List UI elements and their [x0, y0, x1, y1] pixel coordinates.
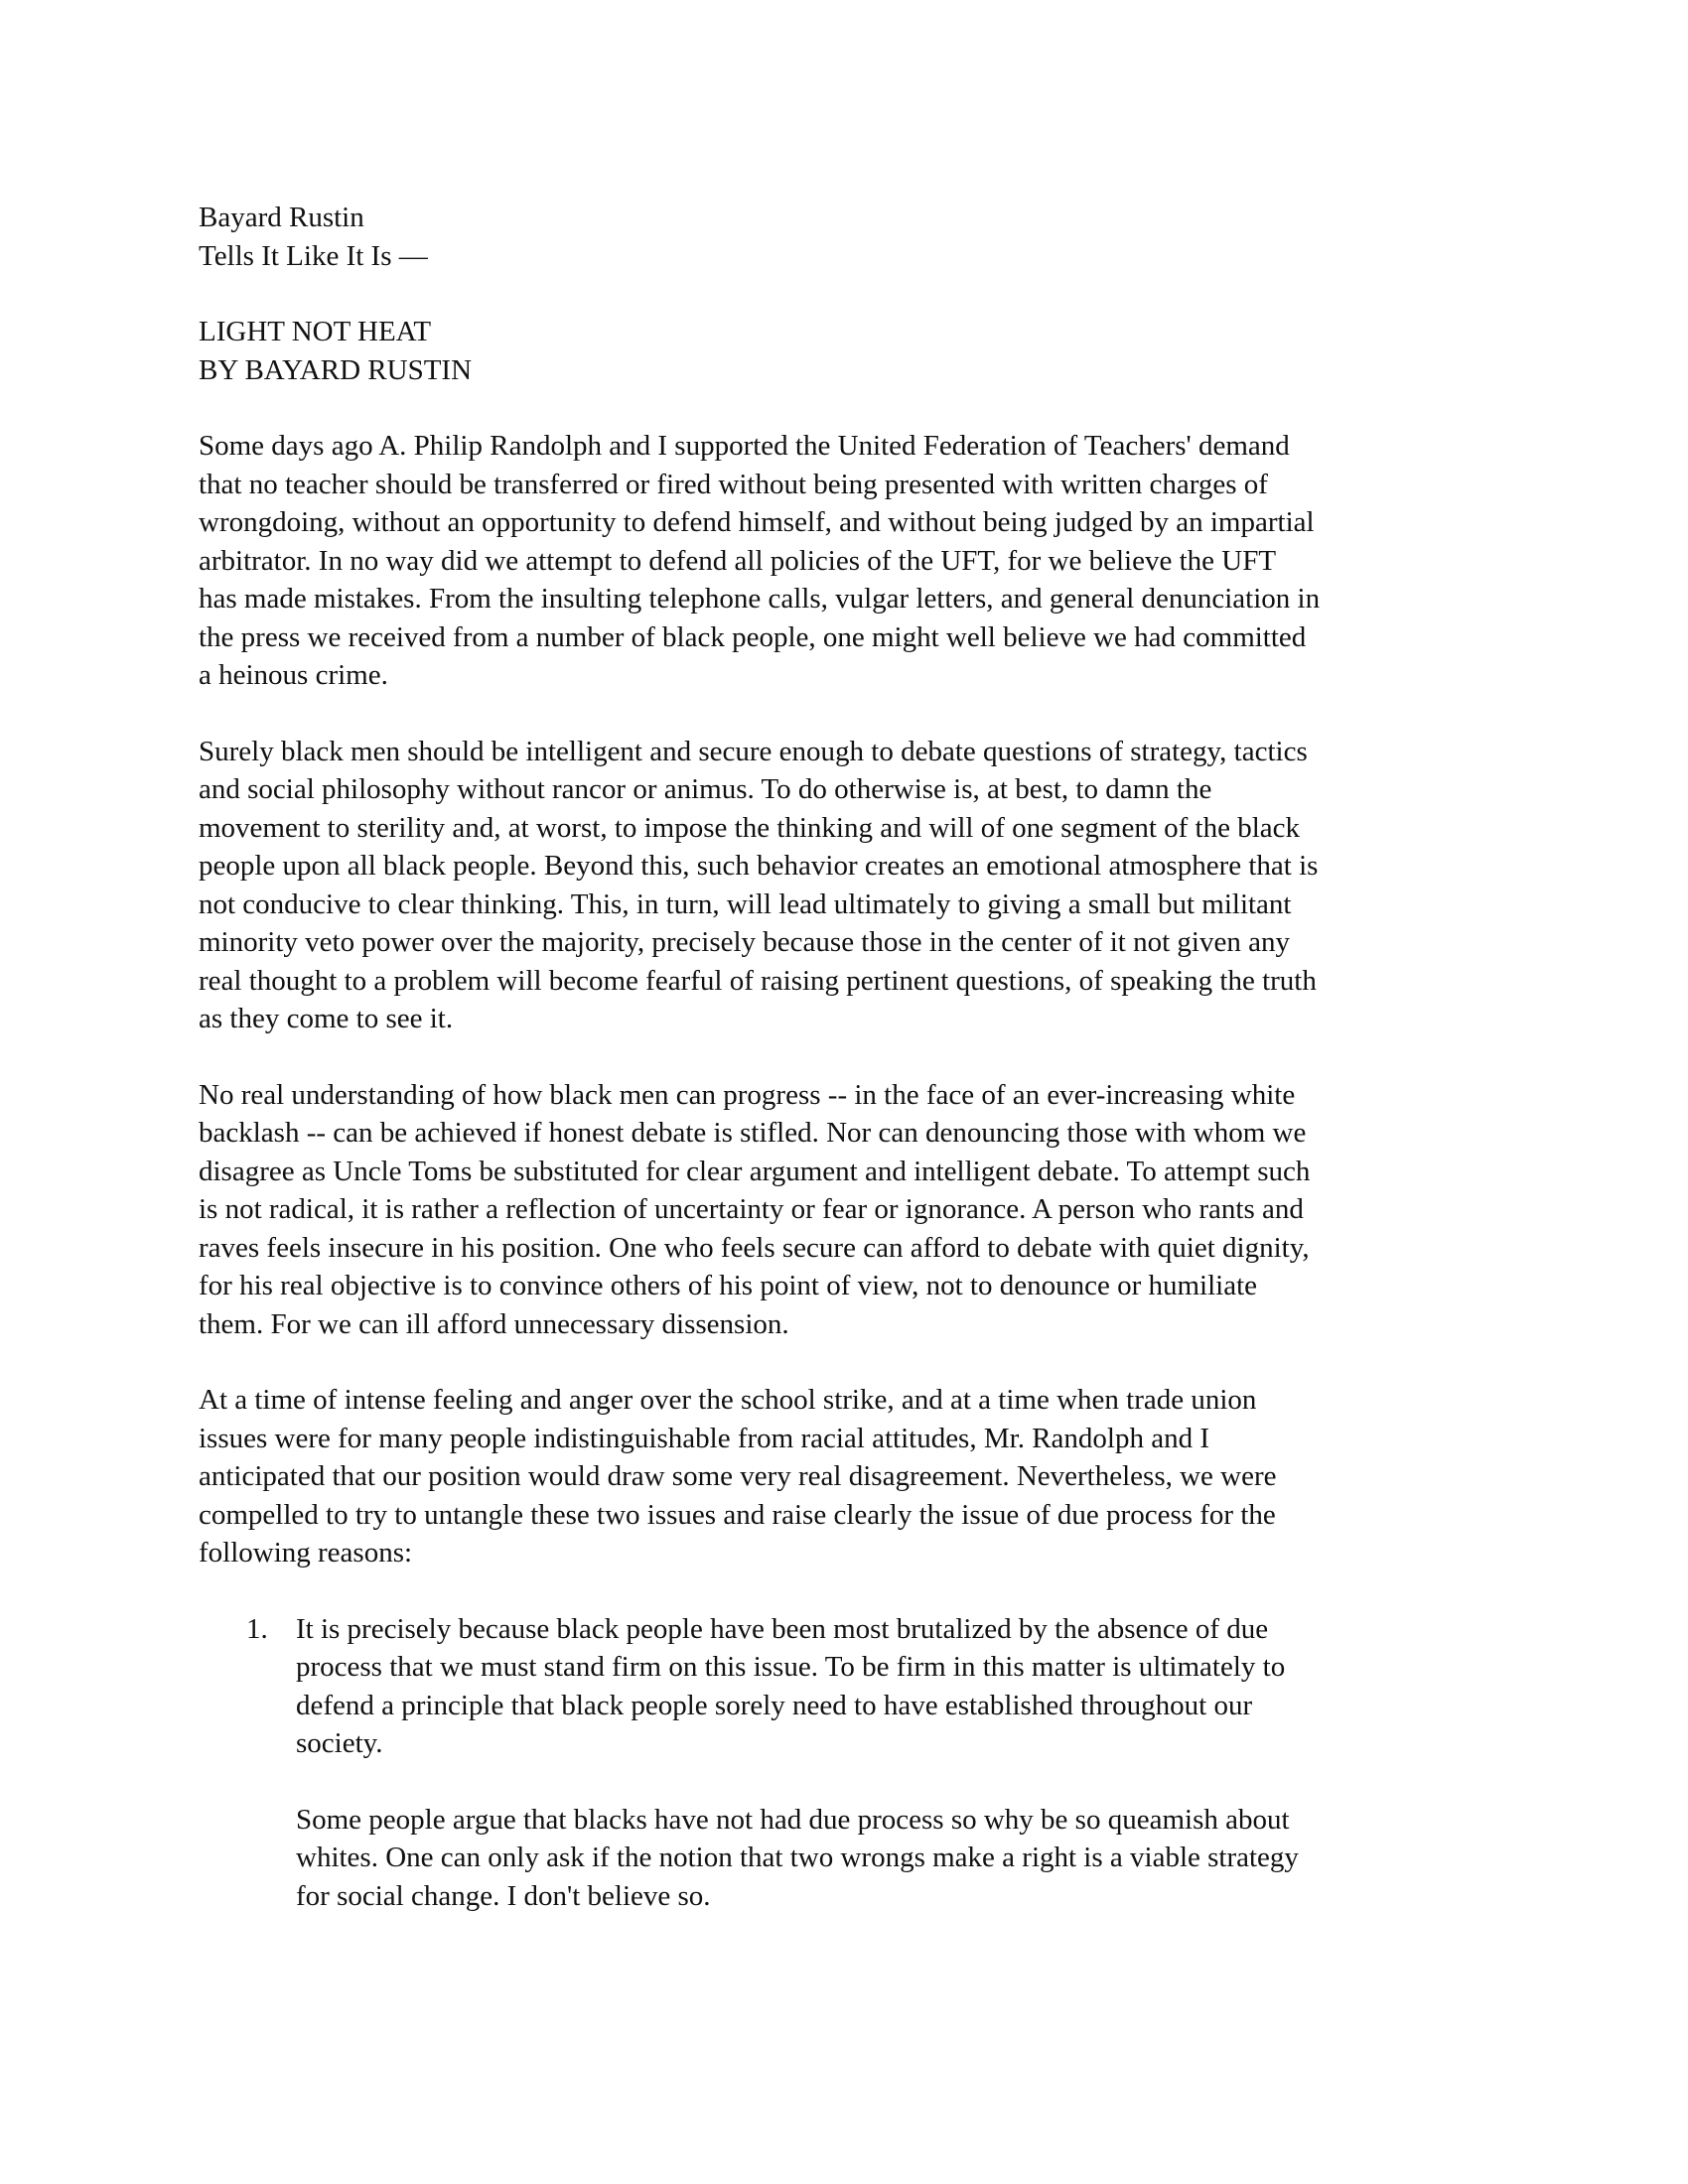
- title-block: [199, 313, 1489, 389]
- paragraph-line: not conducive to clear thinking. This, in turn, will lead ultimately to giving a small but militant: [199, 887, 1292, 920]
- paragraph-line: minority veto power over the majority, precisely because those in the center of it not given any: [199, 926, 1290, 958]
- paragraph-line: real thought to a problem will become fearful of raising pertinent questions, of speaking the truth: [199, 964, 1317, 997]
- paragraph-line: arbitrator. In no way did we attempt to defend all policies of the UFT, for we believe the UFT: [199, 544, 1277, 577]
- list-item: [199, 1610, 1489, 1954]
- paragraph-line: them. For we can ill afford unnecessary dissension.: [199, 1307, 789, 1340]
- paragraph-line: process that we must stand firm on this issue. To be firm in this matter is ultimately to: [296, 1651, 1286, 1683]
- paragraph-line: No real understanding of how black men can progress -- in the face of an ever-increasing white: [199, 1078, 1296, 1111]
- header-block: [199, 199, 1489, 275]
- paragraph-line: and social philosophy without rancor or animus. To do otherwise is, at best, to damn the: [199, 773, 1212, 805]
- header-line-author: Bayard Rustin: [199, 202, 364, 233]
- header-line-column: Tells It Like It Is —: [199, 239, 428, 272]
- paragraph-line: anticipated that our position would draw some very real disagreement. Nevertheless, we were: [199, 1460, 1277, 1492]
- paragraph-line: Some people argue that blacks have not had due process so why be so queamish about: [296, 1803, 1290, 1836]
- paragraph-line: has made mistakes. From the insulting telephone calls, vulgar letters, and general denunciation in: [199, 583, 1321, 614]
- paragraph-line: defend a principle that black people sorely need to have established throughout our: [296, 1689, 1253, 1721]
- list-item-number: 1.: [246, 1612, 268, 1645]
- paragraph-line: movement to sterility and, at worst, to impose the thinking and will of one segment of the black: [199, 811, 1301, 844]
- list-item-paragraph-2: [296, 1801, 1489, 1916]
- paragraph-line: following reasons:: [199, 1537, 413, 1569]
- list-item-paragraph-1: [296, 1610, 1489, 1763]
- paragraph-line: society.: [296, 1727, 383, 1759]
- paragraph-line: backlash -- can be achieved if honest debate is stifled. Nor can denouncing those with whom we: [199, 1117, 1307, 1149]
- article-byline: BY BAYARD RUSTIN: [199, 353, 473, 386]
- paragraph-1: [199, 427, 1489, 695]
- paragraph-line: for social change. I don't believe so.: [296, 1879, 711, 1912]
- paragraph-line: It is precisely because black people have been most brutalized by the absence of due: [296, 1612, 1269, 1645]
- paragraph-line: wrongdoing, without an opportunity to defend himself, and without being judged by an impartial: [199, 506, 1315, 538]
- paragraph-line: compelled to try to untangle these two issues and raise clearly the issue of due process for the: [199, 1498, 1276, 1531]
- paragraph-line: that no teacher should be transferred or fired without being presented with written charges of: [199, 468, 1268, 500]
- paragraph-line: people upon all black people. Beyond this, such behavior creates an emotional atmosphere that is: [199, 850, 1319, 882]
- paragraph-line: whites. One can only ask if the notion that two wrongs make a right is a viable strategy: [296, 1842, 1299, 1873]
- paragraph-4: [199, 1381, 1489, 1572]
- paragraph-2: [199, 733, 1489, 1038]
- paragraph-line: a heinous crime.: [199, 659, 388, 691]
- paragraph-line: the press we received from a number of black people, one might well believe we had committed: [199, 620, 1307, 653]
- article-title: LIGHT NOT HEAT: [199, 316, 432, 347]
- paragraph-line: disagree as Uncle Toms be substituted for clear argument and intelligent debate. To attempt such: [199, 1155, 1311, 1187]
- numbered-list: [199, 1610, 1489, 1954]
- paragraph-line: Surely black men should be intelligent and secure enough to debate questions of strategy, tactics: [199, 735, 1308, 767]
- paragraph-3: [199, 1076, 1489, 1344]
- paragraph-line: for his real objective is to convince others of his point of view, not to denounce or humiliate: [199, 1270, 1258, 1301]
- document-page: [199, 199, 1489, 1953]
- paragraph-line: is not radical, it is rather a reflection of uncertainty or fear or ignorance. A person who rants and: [199, 1193, 1304, 1225]
- paragraph-line: issues were for many people indistinguishable from racial attitudes, Mr. Randolph and I: [199, 1422, 1209, 1454]
- paragraph-line: raves feels insecure in his position. One who feels secure can afford to debate with quiet dignity,: [199, 1231, 1310, 1264]
- paragraph-line: as they come to see it.: [199, 1003, 454, 1034]
- paragraph-line: At a time of intense feeling and anger over the school strike, and at a time when trade union: [199, 1384, 1257, 1416]
- list-item-body: [296, 1610, 1489, 1954]
- paragraph-line: Some days ago A. Philip Randolph and I supported the United Federation of Teachers' demand: [199, 430, 1290, 462]
